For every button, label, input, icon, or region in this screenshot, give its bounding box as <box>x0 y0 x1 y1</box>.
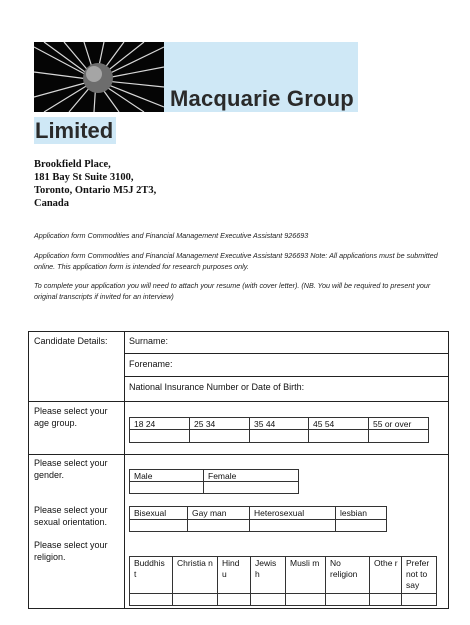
ni-or-dob-field[interactable]: National Insurance Number or Date of Birth: <box>129 382 305 392</box>
religion-option[interactable]: Othe r <box>374 558 398 568</box>
gender-option[interactable]: Female <box>208 471 237 481</box>
grid-line <box>189 417 190 443</box>
address <box>34 158 156 210</box>
age-option[interactable]: 35 44 <box>254 419 276 429</box>
form-divider <box>124 331 125 609</box>
grid-line <box>217 556 218 606</box>
company-name: Macquarie Group <box>170 86 354 111</box>
age-option[interactable]: 25 34 <box>194 419 216 429</box>
gender-label: Please select your gender. <box>34 458 108 480</box>
address-line: 181 Bay St Suite 3100, <box>34 172 134 183</box>
candidate-details-label: Candidate Details: <box>34 336 108 346</box>
grid-line <box>308 417 309 443</box>
religion-option[interactable]: Christia n <box>177 558 213 568</box>
orientation-option[interactable]: Gay man <box>192 508 227 518</box>
application-instructions: To complete your application you will need to attach your resume (with cover letter). (NB. You will be required to present your original transcripts if invited for an interview) <box>34 281 431 301</box>
company-suffix: Limited <box>35 118 114 143</box>
grid-line <box>249 506 250 532</box>
age-group-label: Please select your age group. <box>34 406 108 428</box>
row-line <box>124 353 449 354</box>
address-line: Canada <box>34 198 70 209</box>
address-line: Toronto, Ontario M5J 2T3, <box>34 185 157 196</box>
company-logo <box>34 42 164 112</box>
age-option[interactable]: 18 24 <box>134 419 156 429</box>
age-option[interactable]: 45 54 <box>313 419 335 429</box>
forename-field[interactable]: Forename: <box>129 359 173 369</box>
orientation-option[interactable]: lesbian <box>340 508 367 518</box>
religion-option[interactable]: Jewis h <box>255 558 277 579</box>
grid-line <box>325 556 326 606</box>
grid-line <box>172 556 173 606</box>
age-option[interactable]: 55 or over <box>373 419 412 429</box>
surname-field[interactable]: Surname: <box>129 336 169 346</box>
row-line <box>28 401 449 402</box>
orientation-option[interactable]: Bisexual <box>134 508 167 518</box>
religion-option[interactable]: Prefer not to say <box>406 558 430 590</box>
grid-line <box>285 556 286 606</box>
religion-option[interactable]: Buddhis t <box>134 558 165 579</box>
row-line <box>28 454 449 455</box>
gender-option[interactable]: Male <box>134 471 153 481</box>
grid-line <box>203 469 204 494</box>
religion-option[interactable]: Musli m <box>290 558 320 568</box>
application-title: Application form Commodities and Financial Management Executive Assistant 926693 <box>34 231 309 240</box>
grid-line <box>129 593 437 594</box>
orientation-option[interactable]: Heterosexual <box>254 508 305 518</box>
orientation-label: Please select your sexual orientation. <box>34 505 108 527</box>
grid-line <box>368 417 369 443</box>
grid-line <box>249 417 250 443</box>
grid-line <box>250 556 251 606</box>
grid-line <box>369 556 370 606</box>
address-line: Brookfield Place, <box>34 159 111 170</box>
grid-line <box>129 519 387 520</box>
grid-line <box>187 506 188 532</box>
religion-label: Please select your religion. <box>34 540 108 562</box>
grid-line <box>335 506 336 532</box>
grid-line <box>401 556 402 606</box>
religion-option[interactable]: No religion <box>330 558 358 579</box>
row-line <box>124 376 449 377</box>
religion-option[interactable]: Hind u <box>222 558 240 579</box>
application-note: Application form Commodities and Financial Management Executive Assistant 926693 Note: All applications must be submitted online. This application form is intended for research purposes only. <box>34 251 438 271</box>
